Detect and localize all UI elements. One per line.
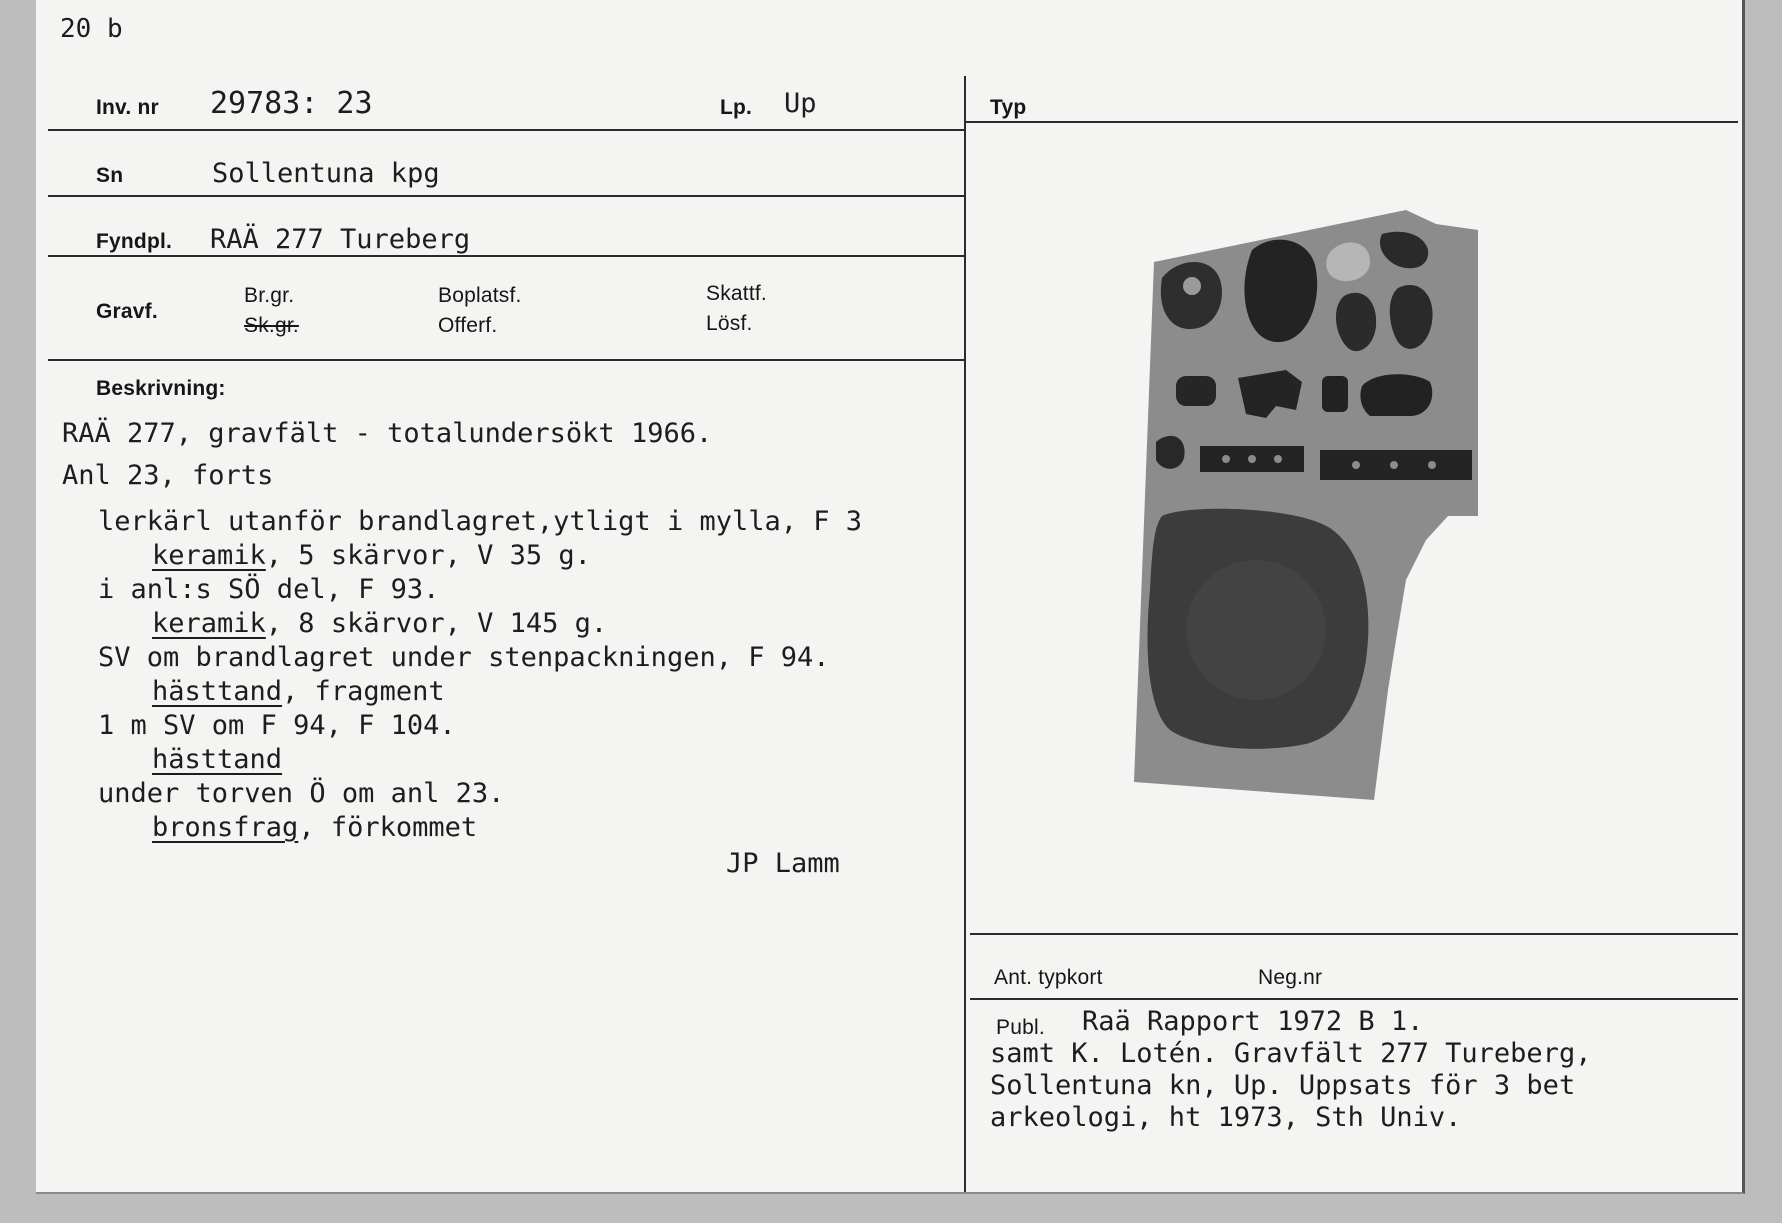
description-line-12 [152,812,477,843]
inv-nr-label: Inv. nr [96,96,159,119]
sn-value: Sollentuna kpg [212,158,440,189]
find-detail-4: , förkommet [298,812,478,843]
ant-typkort-label: Ant. typkort [994,966,1103,989]
find-hasttand-2: hästtand [152,744,283,775]
brgr-label: Br.gr. [244,284,295,307]
rule-inv [48,129,964,131]
typ-label: Typ [990,96,1027,119]
description-line-7: SV om brandlagret under stenpackningen, F 94. [98,642,830,673]
find-detail-1: , 5 skärvor, V 35 g. [265,540,591,571]
strip-hole [1352,461,1360,469]
find-object [1360,374,1432,416]
finds-photograph [1126,210,1566,800]
rule-fyndpl [48,255,964,257]
find-detail-3: , fragment [282,676,445,707]
column-divider [964,76,966,1192]
signature: JP Lamm [726,848,840,879]
description-line-9: 1 m SV om F 94, F 104. [98,710,456,741]
description-line-3: lerkärl utanför brandlagret,ytligt i mylla, F 3 [98,506,863,537]
offerf-label: Offerf. [438,314,498,337]
negnr-label: Neg.nr [1258,966,1323,989]
publication-line-1: Raä Rapport 1972 B 1. [1082,1006,1424,1037]
find-keramik-2: keramik [152,608,266,639]
publication-line-4: arkeologi, ht 1973, Sth Univ. [990,1102,1462,1133]
inv-nr-value: 29783: 23 [210,86,373,121]
card-reference: 20 b [60,14,123,44]
description-line-8 [152,676,445,707]
rule-typ [966,121,1738,123]
skattf-label: Skattf. [706,282,767,305]
description-line-10 [152,744,282,775]
skgr-label: Sk.gr. [244,314,299,337]
boplatsf-label: Boplatsf. [438,284,522,307]
strip-hole [1248,455,1256,463]
strip-hole [1222,455,1230,463]
find-detail-2: , 8 skärvor, V 145 g. [265,608,608,639]
publ-label: Publ. [996,1016,1045,1039]
strip-hole [1428,461,1436,469]
losf-label: Lösf. [706,312,753,335]
sn-label: Sn [96,164,124,187]
fyndpl-label: Fyndpl. [96,230,173,253]
find-object [1322,376,1348,412]
beskrivning-label: Beskrivning: [96,377,226,400]
description-line-2: Anl 23, forts [62,460,274,491]
rule-gravf [48,359,964,361]
find-hasttand-1: hästtand [152,676,283,707]
publication-line-2: samt K. Lotén. Gravfält 277 Tureberg, [990,1038,1592,1069]
find-object [1156,436,1185,469]
lp-value: Up [784,88,817,119]
description-line-1: RAÄ 277, gravfält - totalundersökt 1966. [62,418,713,449]
description-line-6 [152,608,607,639]
find-keramik-1: keramik [152,540,266,571]
description-line-5: i anl:s SÖ del, F 93. [98,574,440,605]
strip-hole [1274,455,1282,463]
description-line-11: under torven Ö om anl 23. [98,778,505,809]
publication-line-3: Sollentuna kn, Up. Uppsats för 3 bet [990,1070,1576,1101]
find-object [1176,376,1216,406]
lp-label: Lp. [720,96,753,119]
pottery-shading [1186,560,1326,700]
description-line-4 [152,540,591,571]
catalog-card [36,0,1745,1194]
strip-hole [1390,461,1398,469]
gravf-label: Gravf. [96,300,158,323]
fyndpl-value: RAÄ 277 Tureberg [210,224,471,255]
find-highlight [1183,277,1201,295]
rule-ant-bottom [970,998,1738,1000]
find-bronsfrag: bronsfrag [152,812,299,843]
rule-ant-top [970,933,1738,935]
rule-sn [48,195,964,197]
